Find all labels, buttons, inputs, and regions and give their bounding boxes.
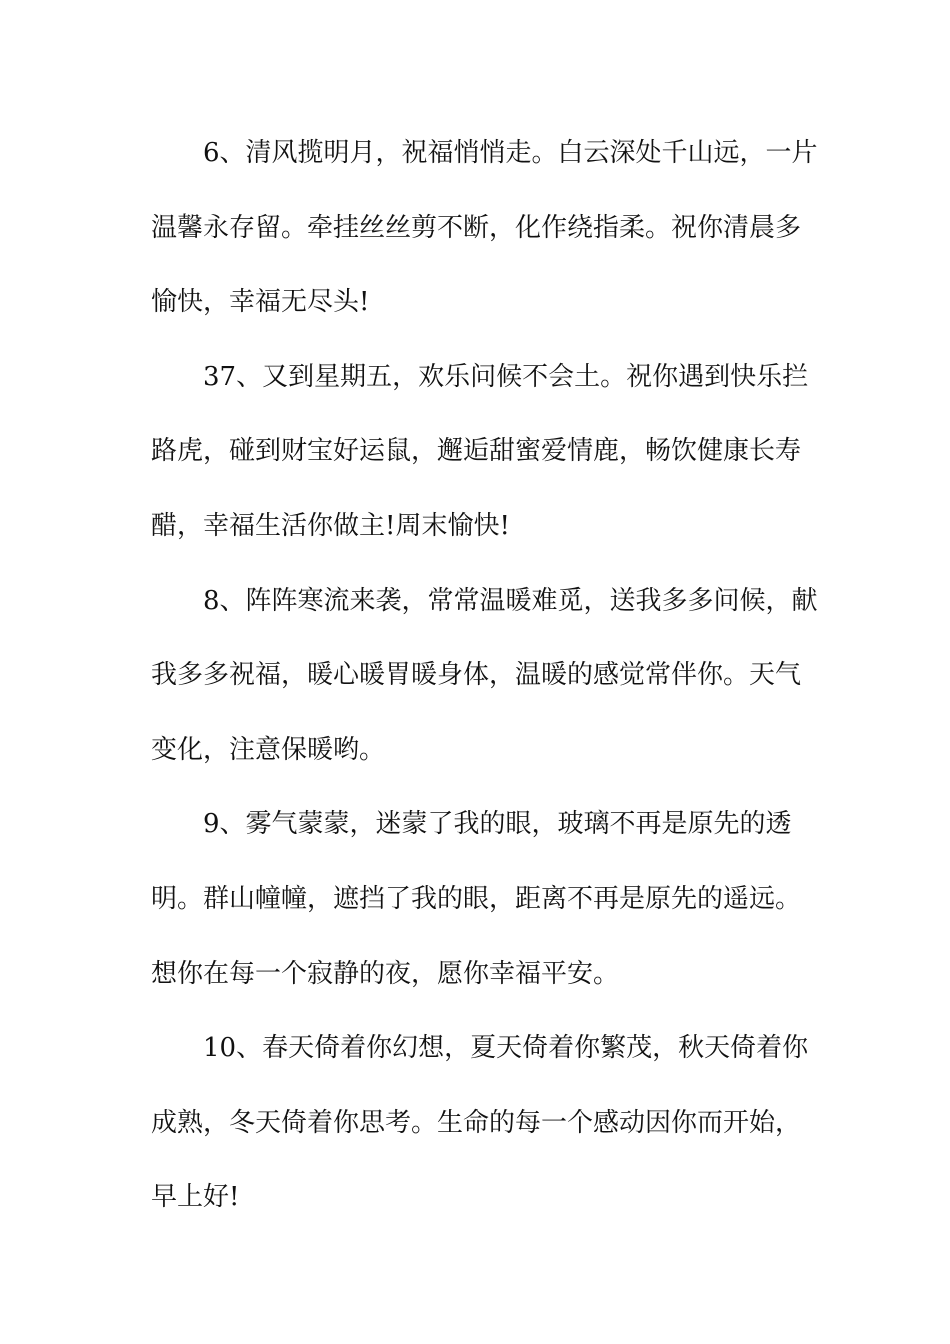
paragraph-line: 路虎，碰到财宝好运鼠，邂逅甜蜜爱情鹿，畅饮健康长寿 bbox=[151, 436, 802, 467]
paragraph-line: 愉快，幸福无尽头! bbox=[151, 287, 370, 318]
paragraph-line: 37、又到星期五，欢乐问候不会土。祝你遇到快乐拦 bbox=[203, 361, 809, 392]
paragraph-8 bbox=[151, 576, 818, 800]
document-body bbox=[151, 128, 818, 1247]
paragraph-line: 明。群山幢幢，遮挡了我的眼，距离不再是原先的遥远。 bbox=[151, 883, 802, 914]
paragraph-line: 9、雾气蒙蒙，迷蒙了我的眼，玻璃不再是原先的透 bbox=[203, 809, 792, 840]
paragraph-9 bbox=[151, 799, 811, 1023]
paragraph-line: 成熟，冬天倚着你思考。生命的每一个感动因你而开始， bbox=[151, 1107, 802, 1138]
paragraph-line: 想你在每一个寂静的夜，愿你幸福平安。 bbox=[151, 958, 620, 989]
paragraph-line: 早上好! bbox=[151, 1182, 240, 1213]
paragraph-line: 8、阵阵寒流来袭，常常温暖难觅，送我多多问候，献 bbox=[203, 585, 818, 616]
paragraph-line: 6、清风揽明月，祝福悄悄走。白云深处千山远，一片 bbox=[203, 138, 818, 168]
paragraph-line: 10、春天倚着你幻想，夏天倚着你繁茂，秋天倚着你 bbox=[203, 1033, 809, 1064]
paragraph-6 bbox=[151, 128, 818, 352]
paragraph-line: 变化，注意保暖哟。 bbox=[151, 734, 386, 765]
paragraph-line: 温馨永存留。牵挂丝丝剪不断，化作绕指柔。祝你清晨多 bbox=[151, 212, 802, 243]
paragraph-10 bbox=[151, 1023, 811, 1247]
paragraph-line: 醋，幸福生活你做主!周末愉快! bbox=[151, 510, 510, 541]
paragraph-line: 我多多祝福，暖心暖胃暖身体，温暖的感觉常伴你。天气 bbox=[151, 660, 802, 691]
paragraph-37 bbox=[151, 352, 811, 576]
